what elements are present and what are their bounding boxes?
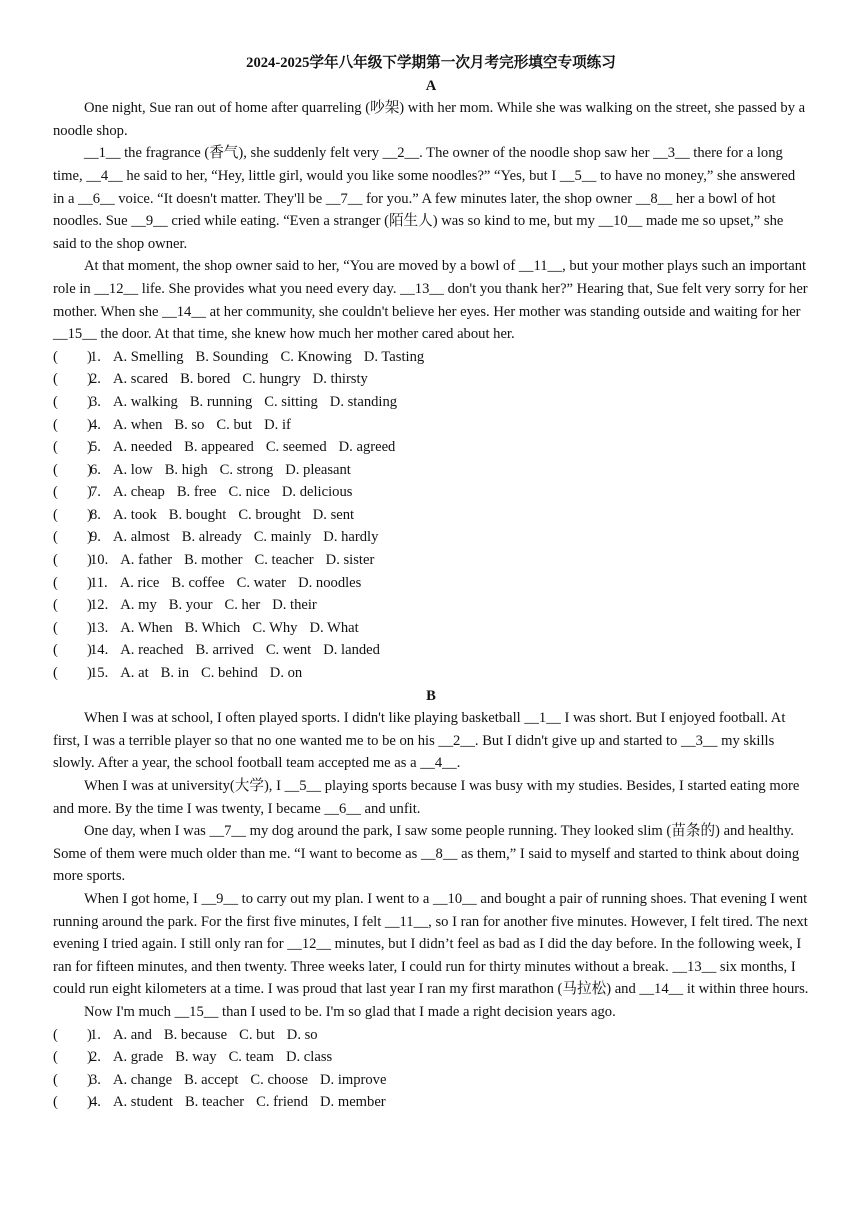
option-d: D. agreed <box>338 439 396 456</box>
section-label: A <box>425 77 437 94</box>
answer-blank[interactable]: ( ) <box>53 574 92 591</box>
option-a: A. cheap <box>112 484 165 501</box>
question-row <box>53 1046 809 1069</box>
option-d: D. their <box>272 597 317 614</box>
answer-blank[interactable]: ( ) <box>53 506 92 523</box>
option-c: C. but <box>216 416 253 433</box>
option-d: D. if <box>264 416 291 433</box>
question-row <box>53 526 809 549</box>
answer-blank[interactable]: ( ) <box>53 371 92 388</box>
option-a: A. took <box>112 506 157 523</box>
option-b: B. bought <box>168 506 227 523</box>
question-row <box>53 549 809 572</box>
answer-blank[interactable]: ( ) <box>53 1071 92 1088</box>
option-b: B. Which <box>184 619 241 636</box>
answer-blank[interactable]: ( ) <box>53 484 92 501</box>
option-c: C. teacher <box>254 552 314 569</box>
answer-blank[interactable]: ( ) <box>53 529 92 546</box>
option-d: D. sister <box>325 552 375 569</box>
option-d: D. hardly <box>323 529 379 546</box>
answer-blank[interactable]: ( ) <box>53 552 92 569</box>
option-b: B. Sounding <box>195 348 269 365</box>
option-a: A. rice <box>119 574 160 591</box>
question-number: 4. <box>90 416 101 433</box>
option-c: C. mainly <box>253 529 312 546</box>
option-b: B. high <box>164 461 208 478</box>
option-d: D. standing <box>329 393 398 410</box>
option-a: A. low <box>112 461 153 478</box>
option-b: B. free <box>176 484 217 501</box>
option-a: A. When <box>120 619 173 636</box>
question-number: 8. <box>90 506 101 523</box>
question-row <box>53 368 809 391</box>
passage-paragraph: __1__ the fragrance (香气), she suddenly felt very __2__. The owner of the noodle shop saw her __3__ there for a long time, __4__ he said to her, “Hey, little girl, would you like some noodles?” “Yes, but I __5__ to have no money,” she answered in a __6__ voice. “It doesn't matter. They'll be __7__ for you.” A few minutes later, the shop owner __8__ her a bowl of hot noodles. Sue __9__ cried while eating. “Even a stranger (陌生人) was so kind to me, but my __10__ made me so upset,” she said to the shop owner. <box>53 145 796 252</box>
question-number: 2. <box>90 1049 101 1066</box>
passage-paragraph: Now I'm much __15__ than I used to be. I'm so glad that I made a right decision years ago. <box>84 1003 616 1020</box>
option-b: B. teacher <box>184 1094 245 1111</box>
document-title: 2024-2025学年八年级下学期第一次月考完形填空专项练习 <box>246 55 616 71</box>
option-d: D. Tasting <box>363 348 425 365</box>
option-b: B. coffee <box>171 574 225 591</box>
question-row <box>53 662 809 685</box>
question-row <box>53 481 809 504</box>
option-c: C. choose <box>250 1071 308 1088</box>
option-a: A. grade <box>112 1049 164 1066</box>
option-c: C. but <box>239 1026 275 1043</box>
option-c: C. seemed <box>265 439 327 456</box>
option-c: C. sitting <box>264 393 318 410</box>
question-row <box>53 414 809 437</box>
option-c: C. strong <box>219 461 274 478</box>
passage-paragraph: One day, when I was __7__ my dog around the park, I saw some people running. They looked slim (苗条的) and healthy. Some of them were much older than me. “I want to become as __8__ as them,” I said to myself and started to think about doing more sports. <box>53 823 800 885</box>
option-a: A. needed <box>112 439 173 456</box>
option-c: C. brought <box>238 506 301 523</box>
option-c: C. went <box>265 642 312 659</box>
option-a: A. change <box>112 1071 173 1088</box>
passage-paragraph: At that moment, the shop owner said to her, “You are moved by a bowl of __11__, but your mother plays such an important role in __12__ life. She provides what you need every day. __13__ don't you thank her?” Hearing that, Sue felt very sorry for her mother. When she __14__ at her community, she couldn't believe her eyes. Her mother was standing outside and waiting for her __15__ the door. At that time, she knew how much her mother cared about her. <box>53 258 808 343</box>
question-row <box>53 504 809 527</box>
question-row <box>53 459 809 482</box>
question-number: 14. <box>90 642 109 659</box>
option-d: D. thirsty <box>312 371 368 388</box>
answer-blank[interactable]: ( ) <box>53 439 92 456</box>
question-number: 10. <box>90 552 109 569</box>
option-b: B. bored <box>180 371 231 388</box>
option-b: B. accept <box>184 1071 239 1088</box>
answer-blank[interactable]: ( ) <box>53 1094 92 1111</box>
question-number: 15. <box>90 665 109 682</box>
question-number: 11. <box>90 574 108 591</box>
option-d: D. sent <box>312 506 355 523</box>
passages <box>53 75 809 1114</box>
option-d: D. What <box>309 619 359 636</box>
passage-paragraph: One night, Sue ran out of home after quarreling (吵架) with her mom. While she was walking on the street, she passed by a noodle shop. <box>53 100 806 139</box>
option-d: D. class <box>285 1049 333 1066</box>
option-c: C. hungry <box>242 371 301 388</box>
question-number: 12. <box>90 597 109 614</box>
option-d: D. delicious <box>281 484 353 501</box>
option-b: B. way <box>175 1049 217 1066</box>
option-c: C. team <box>228 1049 274 1066</box>
answer-blank[interactable]: ( ) <box>53 416 92 433</box>
answer-blank[interactable]: ( ) <box>53 665 92 682</box>
option-c: C. water <box>236 574 287 591</box>
answer-blank[interactable]: ( ) <box>53 619 92 636</box>
option-b: B. appeared <box>184 439 254 456</box>
option-c: C. her <box>224 597 261 614</box>
question-number: 7. <box>90 484 101 501</box>
question-row <box>53 572 809 595</box>
option-b: B. running <box>189 393 253 410</box>
option-a: A. father <box>120 552 173 569</box>
option-d: D. so <box>286 1026 318 1043</box>
passage-paragraph: When I was at university(大学), I __5__ playing sports because I was busy with my studies. Besides, I started eating more and more. By the time I was twenty, I became __6__ and unfit. <box>53 778 800 817</box>
option-a: A. my <box>120 597 157 614</box>
option-a: A. reached <box>120 642 184 659</box>
question-number: 1. <box>90 348 101 365</box>
option-a: A. walking <box>112 393 178 410</box>
question-row <box>53 346 809 369</box>
answer-blank[interactable]: ( ) <box>53 1049 92 1066</box>
question-row <box>53 436 809 459</box>
option-d: D. noodles <box>298 574 362 591</box>
answer-blank[interactable]: ( ) <box>53 642 92 659</box>
question-number: 9. <box>90 529 101 546</box>
answer-blank[interactable]: ( ) <box>53 393 92 410</box>
document-page <box>53 52 809 1114</box>
option-c: C. friend <box>256 1094 308 1111</box>
question-number: 1. <box>90 1026 101 1043</box>
option-b: B. already <box>181 529 242 546</box>
question-number: 5. <box>90 439 101 456</box>
question-row <box>53 639 809 662</box>
answer-blank[interactable]: ( ) <box>53 461 92 478</box>
option-b: B. arrived <box>195 642 254 659</box>
option-a: A. scared <box>112 371 169 388</box>
question-number: 2. <box>90 371 101 388</box>
option-a: A. when <box>112 416 163 433</box>
option-d: D. member <box>320 1094 386 1111</box>
option-a: A. student <box>112 1094 173 1111</box>
option-d: D. landed <box>323 642 380 659</box>
option-c: C. nice <box>228 484 270 501</box>
option-a: A. almost <box>112 529 170 546</box>
question-row <box>53 1024 809 1047</box>
answer-blank[interactable]: ( ) <box>53 597 92 614</box>
question-row <box>53 1091 809 1114</box>
answer-blank[interactable]: ( ) <box>53 348 92 365</box>
section-label: B <box>426 687 436 704</box>
question-number: 4. <box>90 1094 101 1111</box>
option-c: C. behind <box>201 665 258 682</box>
option-d: D. pleasant <box>285 461 351 478</box>
option-b: B. in <box>160 665 190 682</box>
option-b: B. because <box>163 1026 228 1043</box>
option-b: B. mother <box>184 552 243 569</box>
answer-blank[interactable]: ( ) <box>53 1026 92 1043</box>
question-row <box>53 1069 809 1092</box>
question-number: 13. <box>90 619 109 636</box>
question-row <box>53 617 809 640</box>
question-number: 3. <box>90 393 101 410</box>
option-d: D. improve <box>319 1071 387 1088</box>
option-c: C. Knowing <box>280 348 352 365</box>
question-row <box>53 391 809 414</box>
option-a: A. at <box>120 665 149 682</box>
option-c: C. Why <box>252 619 298 636</box>
option-b: B. so <box>174 416 205 433</box>
option-d: D. on <box>269 665 303 682</box>
passage-paragraph: When I was at school, I often played sports. I didn't like playing basketball __1__ I was short. But I enjoyed football. At first, I was a terrible player so that no one wanted me to be on his __2__. But I didn't give up and started to __3__ my skills slowly. After a year, the school football team accepted me as a __4__. <box>53 710 786 772</box>
question-number: 6. <box>90 461 101 478</box>
question-number: 3. <box>90 1071 101 1088</box>
option-a: A. Smelling <box>112 348 184 365</box>
option-a: A. and <box>112 1026 152 1043</box>
option-b: B. your <box>168 597 213 614</box>
question-row <box>53 594 809 617</box>
passage-paragraph: When I got home, I __9__ to carry out my plan. I went to a __10__ and bought a pair of running shoes. That evening I went running around the park. For the first five minutes, I felt __11__, so I ran for another five minutes. However, I felt tired. The next evening I tried again. I still only ran for __12__ minutes, but I didn’t feel as bad as I did the day before. In the following week, I ran for fifteen minutes, and then twenty. Three weeks later, I could run for thirty minutes without a break. __13__ six months, I could run eight kilometers at a time. I was proud that last year I ran my first marathon (马拉松) and __14__ it within three hours. <box>53 890 809 998</box>
